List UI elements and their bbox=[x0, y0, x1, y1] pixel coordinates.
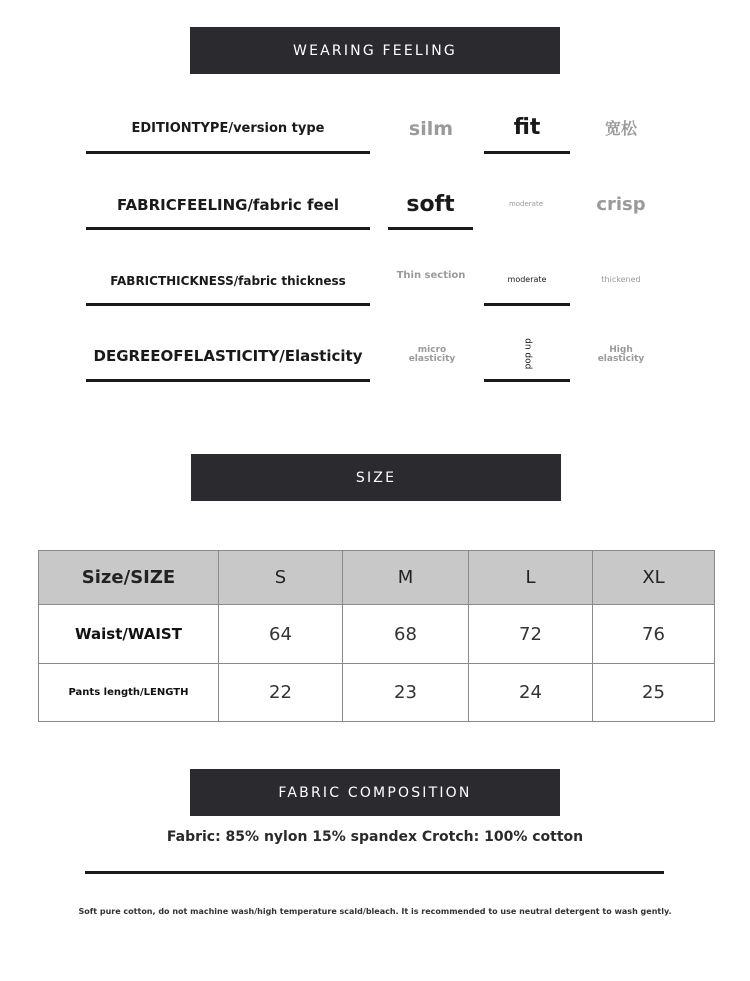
length-label: Pants length/LENGTH bbox=[39, 664, 219, 722]
waist-l: 72 bbox=[469, 605, 593, 664]
option-high-elasticity: High elasticity bbox=[597, 345, 645, 365]
feel-label-underline bbox=[86, 379, 370, 382]
option-loose: 宽松 bbox=[604, 119, 637, 138]
waist-xl: 76 bbox=[593, 605, 715, 664]
care-instructions: Soft pure cotton, do not machine wash/high temperature scald/bleach. It is recommended to use neutral detergent to wash gently. bbox=[78, 907, 672, 916]
option-selected-underline bbox=[484, 151, 570, 154]
size-header-m: M bbox=[343, 551, 469, 605]
table-row bbox=[39, 664, 715, 722]
feel-label-edition-type: EDITIONTYPE/version type bbox=[131, 121, 325, 136]
waist-label: Waist/WAIST bbox=[39, 605, 219, 664]
size-header-label: Size/SIZE bbox=[39, 551, 219, 605]
feel-label-fabric-thickness: FABRICTHICKNESS/fabric thickness bbox=[110, 274, 346, 288]
size-header-row bbox=[39, 551, 715, 605]
feel-label-elasticity: DEGREEOFELASTICITY/Elasticity bbox=[93, 347, 363, 365]
option-selected-underline bbox=[388, 227, 473, 230]
feel-label-underline bbox=[86, 303, 370, 306]
option-soft-selected: soft bbox=[406, 192, 455, 217]
feel-label-fabric-feel: FABRICFEELING/fabric feel bbox=[117, 196, 339, 214]
option-moderate-selected: moderate bbox=[507, 275, 547, 284]
size-header-l: L bbox=[469, 551, 593, 605]
option-crisp: crisp bbox=[596, 194, 646, 215]
feel-label-underline bbox=[86, 227, 370, 230]
option-thin-section: Thin section bbox=[396, 270, 466, 281]
wearing-feeling-banner bbox=[190, 27, 560, 74]
option-rotated-selected: dn dod bbox=[522, 338, 533, 370]
option-silm: silm bbox=[408, 118, 454, 140]
option-micro-elasticity: micro elasticity bbox=[408, 345, 456, 365]
waist-s: 64 bbox=[219, 605, 343, 664]
option-selected-underline bbox=[484, 379, 570, 382]
size-banner bbox=[191, 454, 561, 501]
size-title: SIZE bbox=[355, 469, 397, 486]
fabric-composition-title: FABRIC COMPOSITION bbox=[278, 784, 472, 801]
size-table bbox=[38, 550, 715, 722]
option-fit-selected: fit bbox=[513, 115, 541, 140]
length-m: 23 bbox=[343, 664, 469, 722]
size-header-s: S bbox=[219, 551, 343, 605]
table-row bbox=[39, 605, 715, 664]
feel-label-underline bbox=[86, 151, 370, 154]
length-s: 22 bbox=[219, 664, 343, 722]
wearing-feeling-title: WEARING FEELING bbox=[293, 42, 457, 59]
option-thickened: thickened bbox=[601, 275, 641, 284]
option-moderate: moderate bbox=[508, 200, 544, 208]
fabric-composition-text: Fabric: 85% nylon 15% spandex Crotch: 100% cotton bbox=[166, 829, 584, 845]
fabric-composition-banner bbox=[190, 769, 560, 816]
waist-m: 68 bbox=[343, 605, 469, 664]
size-header-xl: XL bbox=[593, 551, 715, 605]
length-xl: 25 bbox=[593, 664, 715, 722]
length-l: 24 bbox=[469, 664, 593, 722]
fabric-divider bbox=[85, 871, 664, 874]
option-selected-underline bbox=[484, 303, 570, 306]
